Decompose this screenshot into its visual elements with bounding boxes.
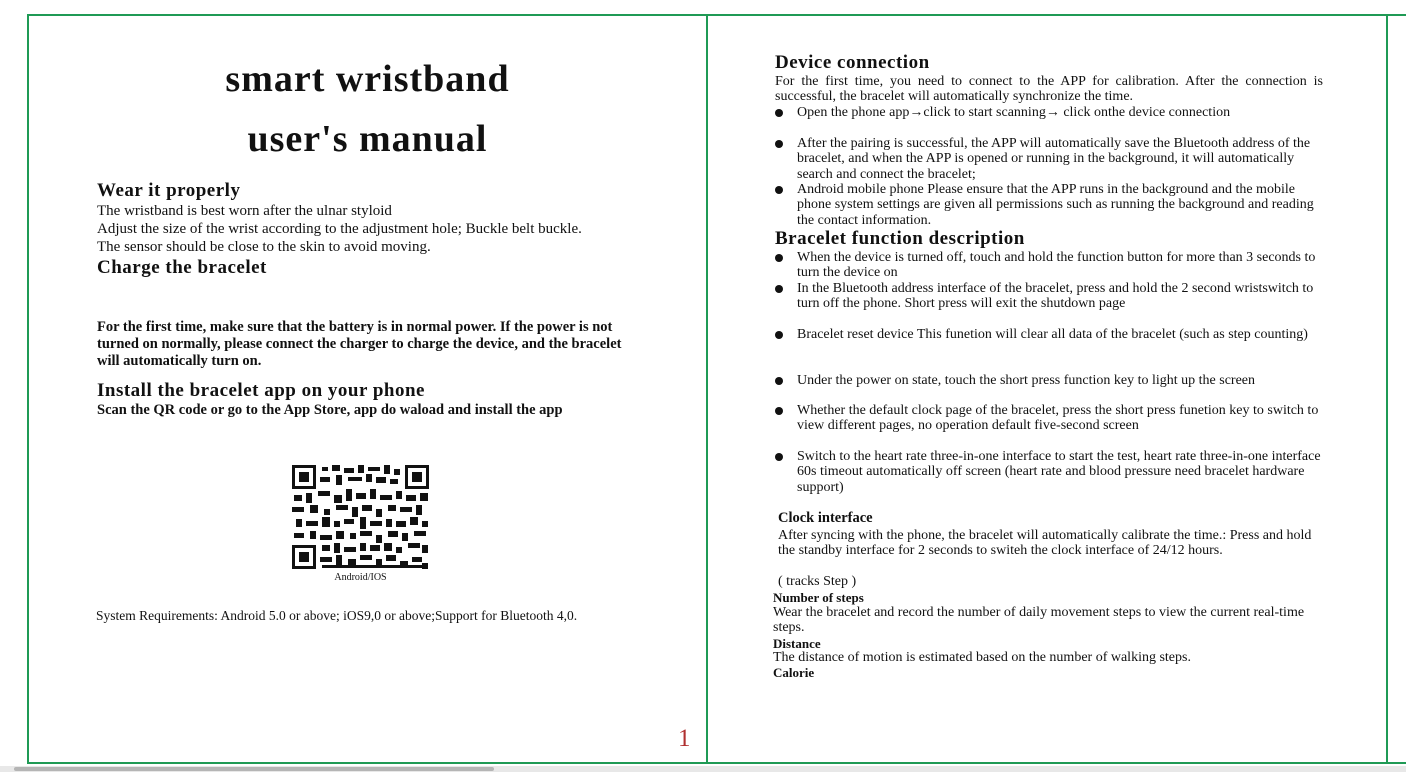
manual-title-line2: user's manual xyxy=(247,118,488,160)
device-connection-heading: Device connection xyxy=(775,52,930,73)
wear-line-3: The sensor should be close to the skin to avoid moving. xyxy=(97,239,431,255)
list-item xyxy=(775,373,1325,388)
next-page-edge xyxy=(1386,14,1406,764)
bullet-icon xyxy=(775,254,783,262)
bullet-icon xyxy=(775,453,783,461)
distance-text: The distance of motion is estimated based on the number of walking steps. xyxy=(773,650,1191,665)
list-item-text: Whether the default clock page of the bracelet, press the short press funetion key to switch to view different pages, no operation default five-second screen xyxy=(797,403,1319,434)
list-item-text: Bracelet reset device This funetion will clear all data of the bracelet (such as step counting) xyxy=(797,327,1308,342)
tracks-step-label: ( tracks Step ) xyxy=(778,574,857,589)
bullet-icon xyxy=(775,407,783,415)
list-item xyxy=(775,449,1325,495)
list-item-text: When the device is turned off, touch and hold the function button for more than 3 seconds to turn the device on xyxy=(797,250,1316,281)
list-item xyxy=(775,136,1325,182)
page-number: 1 xyxy=(678,725,691,752)
wear-heading: Wear it properly xyxy=(97,180,241,201)
list-item-text: Under the power on state, touch the short press function key to light up the screen xyxy=(797,373,1255,388)
wear-line-1: The wristband is best worn after the ulnar styloid xyxy=(97,203,392,219)
clock-interface-text: After syncing with the phone, the bracelet will automatically calibrate the time.: Press and hold the standby interface for 2 seconds to switeh the clock interface of 24/12 hours. xyxy=(778,528,1312,559)
function-description-heading: Bracelet function description xyxy=(775,228,1025,249)
charge-heading: Charge the bracelet xyxy=(97,257,267,278)
number-of-steps-text: Wear the bracelet and record the number of daily movement steps to view the current real-time steps. xyxy=(773,605,1305,636)
bullet-icon xyxy=(775,331,783,339)
number-of-steps-heading: Number of steps xyxy=(773,590,864,605)
manual-title-line1: smart wristband xyxy=(225,58,510,100)
install-heading: Install the bracelet app on your phone xyxy=(97,380,425,401)
clock-interface-heading: Clock interface xyxy=(778,510,873,526)
qr-caption: Android/IOS xyxy=(334,572,387,583)
list-item-text: Open the phone app→click to start scanning→ click onthe device connection xyxy=(797,105,1231,120)
list-item xyxy=(775,281,1325,312)
list-item xyxy=(775,105,1325,120)
list-item-text: Android mobile phone Please ensure that the APP runs in the background and the mobile phone system settings are given all permissions such as running the background and reading the contact information. xyxy=(797,182,1314,228)
qr-code xyxy=(292,465,429,569)
bullet-icon xyxy=(775,186,783,194)
list-item xyxy=(775,182,1325,228)
scrollbar-thumb[interactable] xyxy=(14,767,494,771)
list-item-text: In the Bluetooth address interface of the bracelet, press and hold the 2 second wristswitch to turn off the phone. Short press will exit the shutdown page xyxy=(797,281,1314,312)
bullet-icon xyxy=(775,109,783,117)
list-item xyxy=(775,403,1325,434)
device-connection-intro: For the first time, you need to connect to the APP for calibration. After the connection is successful, the bracelet will automatically synchronize the time. xyxy=(775,74,1323,105)
list-item-text: Switch to the heart rate three-in-one interface to start the test, heart rate three-in-one interface 60s timeout automatically off screen (heart rate and blood pressure need bracelet hardware support) xyxy=(797,449,1321,495)
list-item-text: After the pairing is successful, the APP will automatically save the Bluetooth address of the bracelet, and when the APP is opened or running in the background, it will automatically search and connect the bracelet; xyxy=(797,136,1311,182)
bullet-icon xyxy=(775,377,783,385)
qr-finder-bottom-left xyxy=(292,545,316,569)
list-item xyxy=(775,327,1325,342)
charge-text: For the first time, make sure that the battery is in normal power. If the power is not turned on normally, please connect the charger to charge the device, and the bracelet will automatically turn on. xyxy=(97,319,622,369)
install-text: Scan the QR code or go to the App Store, app do waload and install the app xyxy=(97,402,563,418)
qr-finder-top-right xyxy=(405,465,429,489)
wear-section xyxy=(97,180,642,279)
bullet-icon xyxy=(775,285,783,293)
wear-line-2: Adjust the size of the wrist according to the adjustment hole; Buckle belt buckle. xyxy=(97,221,582,237)
system-requirements: System Requirements: Android 5.0 or above; iOS9,0 or above;Support for Bluetooth 4,0. xyxy=(96,608,578,623)
distance-heading: Distance xyxy=(773,636,821,651)
qr-finder-top-left xyxy=(292,465,316,489)
bullet-icon xyxy=(775,140,783,148)
calorie-heading: Calorie xyxy=(773,665,815,680)
list-item xyxy=(775,250,1325,281)
